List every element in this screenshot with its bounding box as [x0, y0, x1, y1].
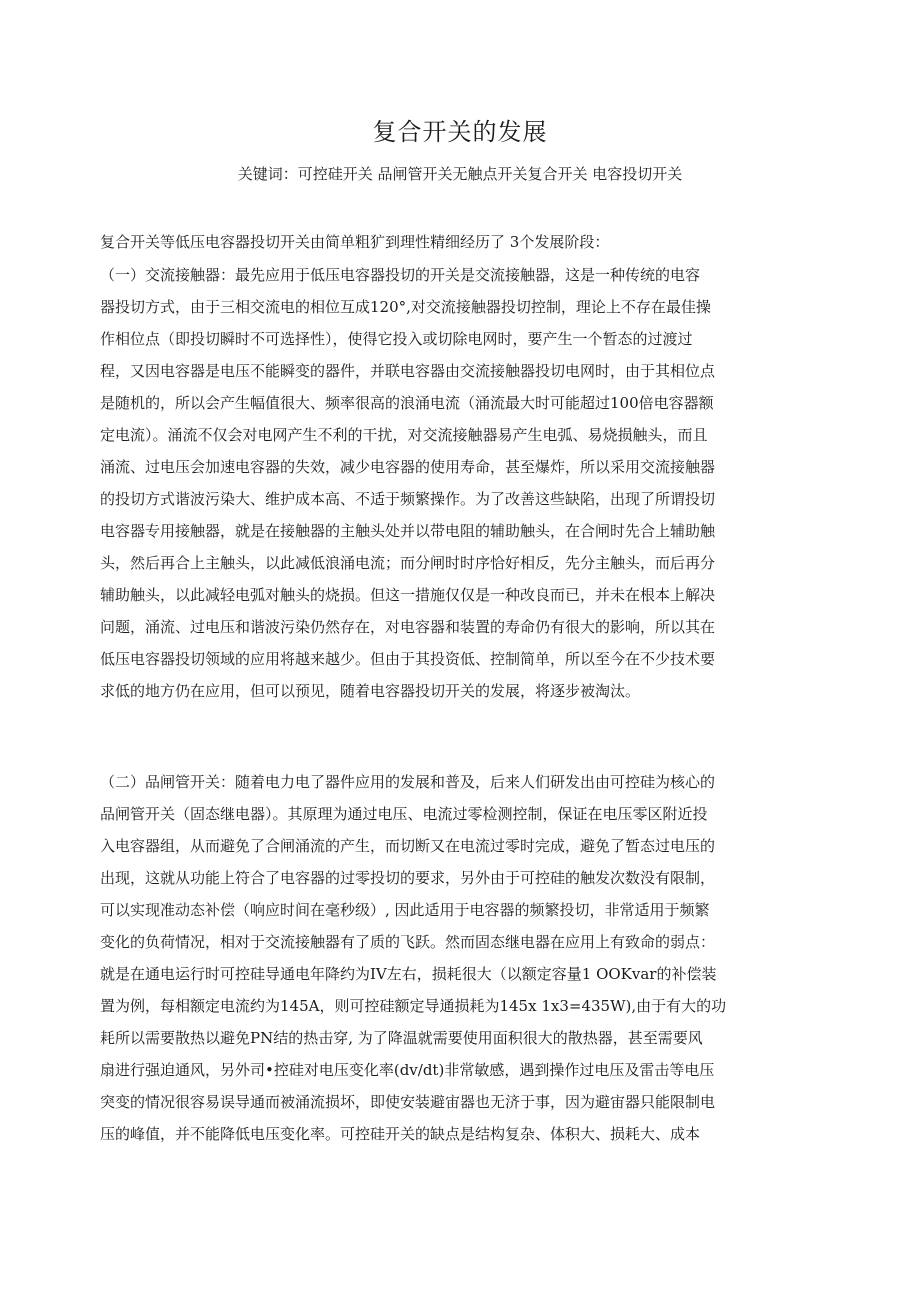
section-2-line: 入电容器组，从而避免了合闸涌流的产生，而切断又在电流过零时完成，避免了暂态过电压的 [100, 837, 716, 855]
section-2-line: 可以实现准动态补偿（响应时间在毫秒级）, 因此适用于电容器的频繁投切，非常适用于频繁 [100, 901, 710, 919]
section-1-line: 辅助触头，以此减轻电弧对触头的烧损。但这一措施仅仅是一种改良而已，并未在根本上解决 [100, 586, 716, 604]
section-2-line: 耗所以需要散热以避免PN结的热击穿, 为了降温就需要使用面积很大的散热器，甚至需要风 [100, 1029, 703, 1047]
section-2-line: 突变的情况很容易误导通而被涌流损坏，即使安装避宙器也无济于事，因为避宙器只能限制电 [100, 1093, 716, 1111]
section-1-line: 器投切方式，由于三相交流电的相位互成120°,对交流接触器投切控制，理论上不存在最佳操 [100, 298, 711, 316]
section-2-line: 品闸管开关（固态继电器）。其原理为通过电压、电流过零检测控制，保证在电压零区附近投 [100, 805, 708, 823]
section-2-line: 就是在通电运行时可控硅导通电年降约为IV左右，损耗很大（以额定容量1 OOKvar的补偿装 [100, 965, 717, 983]
section-1-line: 的投切方式谐波污染大、维护成本高、不适于频繁操作。为了改善这些缺陷，出现了所谓投切 [100, 490, 716, 508]
section-2-line: 变化的负荷情况，相对于交流接触器有了质的飞跃。然而固态继电器在应用上有致命的弱点： [100, 933, 716, 951]
section-1-line: 头，然后再合上主触头，以此减低浪涌电流；而分闸时时序恰好相反，先分主触头，而后再分 [100, 554, 716, 572]
section-1-line: 问题，涌流、过电压和谐波污染仍然存在，对电容器和装置的寿命仍有很大的影响，所以其在 [100, 618, 716, 636]
section-1-line: 求低的地方仍在应用，但可以预见，随着电容器投切开关的发展，将逐步被淘汰。 [100, 682, 641, 700]
intro-line: 复合开关等低压电容器投切开关由简单粗犷到理性精细经历了 3个发展阶段： [100, 233, 610, 251]
section-1-line: 是随机的，所以会产生幅值很大、频率很高的浪涌电流（涌流最大时可能超过100倍电容器额 [100, 394, 714, 412]
section-1-line: 作相位点（即投切瞬时不可选择性），使得它投入或切除电网时，要产生一个暂态的过渡过 [100, 330, 693, 348]
section-1-line: 程，又因电容器是电压不能瞬变的器件，并联电容器由交流接触器投切电网时，由于其相位点 [100, 362, 716, 380]
section-1-line: 低压电容器投切领域的应用将越来越少。但由于其投资低、控制简单，所以至今在不少技术要 [100, 650, 716, 668]
section-1-line: 涌流、过电压会加速电容器的失效，减少电容器的使用寿命，甚至爆炸，所以采用交流接触器 [100, 458, 716, 476]
keywords-line: 关键词：可控硅开关 品闸管开关无触点开关复合开关 电容投切开关 [237, 165, 683, 183]
section-2-line: 出现，这就从功能上符合了电容器的过零投切的要求，另外由于可控硅的触发次数没有限制， [100, 869, 716, 887]
section-2-line: 扇进行强迫通风，另外司•控硅对电压变化率(dv/dt)非常敏感，遇到操作过电压及雷击等电压 [100, 1061, 715, 1079]
section-1-line: （一）交流接触器：最先应用于低压电容器投切的开关是交流接触器，这是一种传统的电容 [100, 266, 701, 284]
section-2-line: （二）品闸管开关：随着电力电了器件应用的发展和普及，后来人们研发出由可控硅为核心的 [100, 773, 716, 791]
section-1-line: 电容器专用接触器，就是在接触器的主触头处并以带电阻的辅助触头，在合闸时先合上辅助触 [100, 522, 716, 540]
section-2-line: 置为例，每相额定电流约为145A，则可控硅额定导通损耗为145x 1x3=435W),由于有大的功 [100, 997, 727, 1015]
section-2-line: 压的峰值，并不能降低电压变化率。可控硅开关的缺点是结构复杂、体积大、损耗大、成本 [100, 1125, 701, 1143]
section-1-line: 定电流）。涌流不仅会对电网产生不利的干扰，对交流接触器易产生电弧、易烧损触头，而且 [100, 426, 708, 444]
document-title: 复合开关的发展 [372, 118, 548, 146]
